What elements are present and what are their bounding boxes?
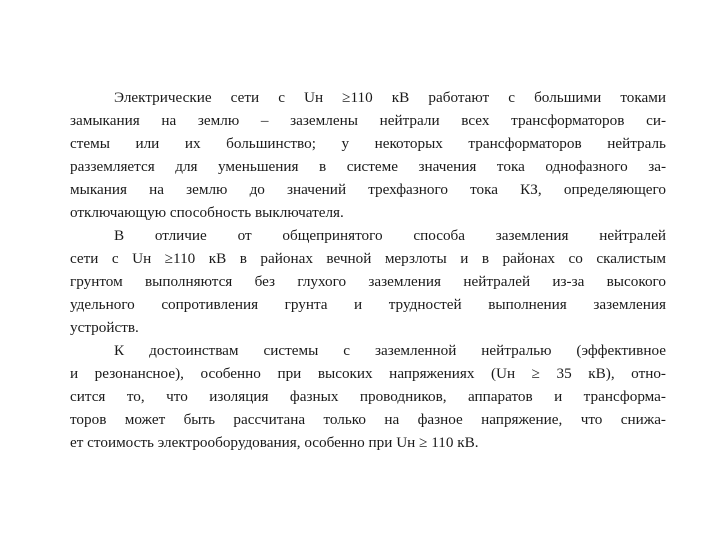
text-line: грунтом выполняются без глухого заземления нейтралей из-за высокого [70, 273, 666, 290]
text-line: устройств. [70, 319, 139, 336]
text-line: К достоинствам системы с заземленной нейтралью (эффективное [114, 342, 666, 359]
document-body [70, 86, 666, 454]
text-line: и резонансное), особенно при высоких напряжениях (Uн ≥ 35 кВ), отно- [70, 365, 666, 382]
paragraph-1 [70, 86, 666, 224]
text-line: торов может быть рассчитана только на фазное напряжение, что снижа- [70, 411, 666, 428]
paragraph-3 [70, 339, 666, 454]
text-line: отключающую способность выключателя. [70, 204, 344, 221]
text-line: удельного сопротивления грунта и трудностей выполнения заземления [70, 296, 666, 313]
text-line: В отличие от общепринятого способа заземления нейтралей [114, 227, 666, 244]
text-line: Электрические сети с Uн ≥110 кВ работают с большими токами [114, 89, 666, 106]
paragraph-2 [70, 224, 666, 339]
text-line: замыкания на землю – заземлены нейтрали всех трансформаторов си- [70, 112, 666, 129]
text-line: мыкания на землю до значений трехфазного тока КЗ, определяющего [70, 181, 666, 198]
text-line: ет стоимость электрооборудования, особенно при Uн ≥ 110 кВ. [70, 434, 479, 451]
text-line: сится то, что изоляция фазных проводников, аппаратов и трансформа- [70, 388, 666, 405]
text-line: разземляется для уменьшения в системе значения тока однофазного за- [70, 158, 666, 175]
text-line: сети с Uн ≥110 кВ в районах вечной мерзлоты и в районах со скалистым [70, 250, 666, 267]
text-line: стемы или их большинство; у некоторых трансформаторов нейтраль [70, 135, 666, 152]
